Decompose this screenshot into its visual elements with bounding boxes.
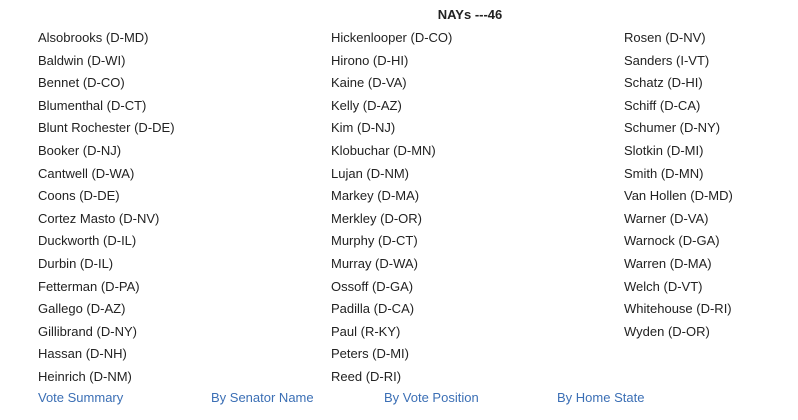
senator-name: Durbin (D-IL) — [38, 255, 114, 271]
senator-name: Kaine (D-VA) — [331, 75, 407, 91]
senator-name: Hickenlooper (D-CO) — [331, 30, 453, 45]
senator-name: Murphy (D-CT) — [331, 233, 418, 249]
nays-column-1 — [38, 27, 318, 389]
nays-column-2 — [331, 27, 611, 389]
senator-name: Ossoff (D-GA) — [331, 278, 414, 294]
by-senator-name-link[interactable]: By Senator Name — [211, 390, 314, 405]
senator-name: Reed (D-RI) — [331, 368, 402, 384]
senator-name: Schiff (D-CA) — [624, 97, 701, 113]
senator-name: Booker (D-NJ) — [38, 142, 122, 158]
senator-name: Murray (D-WA) — [331, 255, 418, 271]
senator-name: Fetterman (D-PA) — [38, 278, 140, 294]
senator-name: Padilla (D-CA) — [331, 301, 415, 317]
senator-name: Schumer (D-NY) — [624, 120, 721, 136]
senator-name: Markey (D-MA) — [331, 188, 420, 204]
senator-name: Whitehouse (D-RI) — [624, 301, 732, 317]
senator-name: Sanders (I-VT) — [624, 52, 710, 68]
senator-name: Alsobrooks (D-MD) — [38, 30, 149, 45]
senator-name: Blumenthal (D-CT) — [38, 97, 147, 113]
senator-name: Rosen (D-NV) — [624, 30, 706, 45]
senator-name: Hirono (D-HI) — [331, 52, 409, 68]
senator-name: Coons (D-DE) — [38, 188, 120, 204]
senator-name: Warren (D-MA) — [624, 255, 712, 271]
senator-name: Welch (D-VT) — [624, 278, 703, 294]
senator-name: Warnock (D-GA) — [624, 233, 720, 249]
senator-name: Van Hollen (D-MD) — [624, 188, 733, 204]
by-home-state-link[interactable]: By Home State — [557, 390, 645, 405]
senator-name: Kim (D-NJ) — [331, 120, 396, 136]
senator-name: Baldwin (D-WI) — [38, 52, 126, 68]
senator-name: Paul (R-KY) — [331, 323, 401, 339]
senator-name: Schatz (D-HI) — [624, 75, 703, 91]
senator-name: Hassan (D-NH) — [38, 346, 127, 362]
senator-name: Slotkin (D-MI) — [624, 142, 704, 158]
senator-name: Smith (D-MN) — [624, 165, 704, 181]
vote-summary-link[interactable]: Vote Summary — [38, 390, 124, 405]
senator-name: Wyden (D-OR) — [624, 323, 710, 339]
senator-name: Cantwell (D-WA) — [38, 165, 135, 181]
senator-name: Merkley (D-OR) — [331, 210, 422, 226]
nays-heading: NAYs ---46 — [437, 7, 503, 22]
senator-name: Duckworth (D-IL) — [38, 233, 137, 249]
senator-name: Kelly (D-AZ) — [331, 97, 402, 113]
nays-column-3 — [624, 27, 798, 343]
by-vote-position-link[interactable]: By Vote Position — [384, 390, 479, 405]
senator-name: Bennet (D-CO) — [38, 75, 125, 91]
senator-name: Warner (D-VA) — [624, 210, 709, 226]
senator-name: Gillibrand (D-NY) — [38, 323, 137, 339]
senator-name: Klobuchar (D-MN) — [331, 142, 436, 158]
vote-navigation — [38, 390, 778, 412]
senator-name: Lujan (D-NM) — [331, 165, 410, 181]
senator-name: Blunt Rochester (D-DE) — [38, 120, 175, 136]
senator-name: Gallego (D-AZ) — [38, 301, 126, 317]
senator-name: Peters (D-MI) — [331, 346, 409, 362]
senator-name: Heinrich (D-NM) — [38, 368, 132, 384]
senator-name: Cortez Masto (D-NV) — [38, 210, 160, 226]
